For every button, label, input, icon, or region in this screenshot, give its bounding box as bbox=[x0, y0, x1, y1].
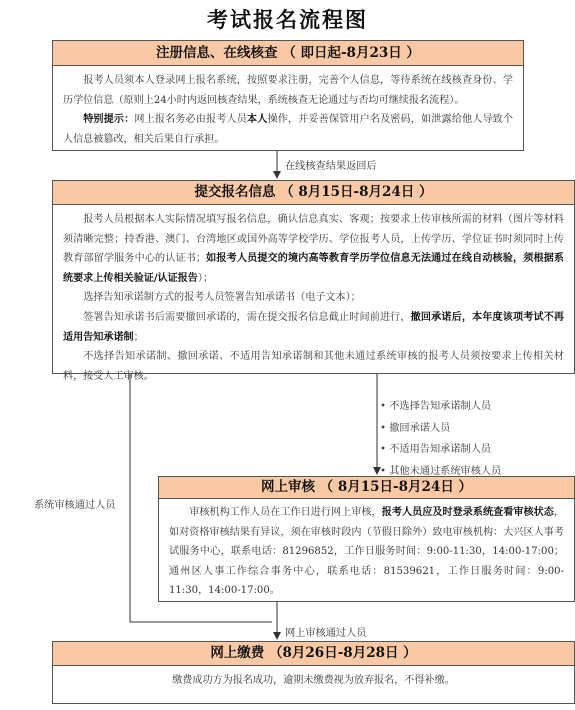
manual-review-group: • 其他未通过系统审核人员 bbox=[380, 461, 501, 483]
step-review-header: 网上审核 （ 8月15日-8月24日 ） bbox=[159, 477, 574, 499]
step-payment bbox=[52, 641, 575, 704]
step-register bbox=[52, 40, 524, 151]
step-submit-withdraw: 签署告知承诺书后需要撤回承诺的，需在提交报名信息截止时间前进行，撤回承诺后，本年度该项考试不再适用告知承诺制； bbox=[63, 311, 565, 343]
manual-review-group: • 不适用告知承诺制人员 bbox=[380, 439, 501, 461]
step-payment-header: 网上缴费 （8月26日-8月28日 ） bbox=[53, 642, 574, 666]
connector-label-system-passed: 系统审核通过人员 bbox=[34, 500, 116, 511]
manual-review-group: • 撤回承诺人员 bbox=[380, 418, 501, 440]
manual-review-group: • 不选择告知承诺制人员 bbox=[380, 396, 501, 418]
step-register-notice: 特别提示：网上报名务必由报考人员本人操作，并妥善保管用户名及密码，如泄露给他人导致个人信息被篡改，相关后果自行承担。 bbox=[63, 114, 514, 145]
step-submit-manual: 不选择告知承诺制、撤回承诺、不适用告知承诺制和其他未通过系统审核的报考人员须按要求上传相关材料，接受人工审核。 bbox=[63, 351, 564, 382]
step-submit-text: 报考人员根据本人实际情况填写报名信息，确认信息真实、客观；按要求上传审核所需的材料（图片等材料须清晰完整；持香港、澳门、台湾地区或国外高等学校学历、学位报考人员，上传学历、学位证书时须同时上传教育部留学服务中心的认证书；如报考人员提交的境内高等教育学历学位信息无法通过在线自动核验，须根据系统要求上传相关验证/认证报告）； bbox=[63, 214, 564, 284]
step-review-text: 审核机构工作人员在工作日进行网上审核，报考人员应及时登录系统查看审核状态，如对资格审核结果有异议，须在审核时段内（节假日除外）致电审核机构：大兴区人事考试服务中心，联系电话：81296852，工作日服务时间：9:00-11:30，14:00-17:00；通州区人事工作综合事务中心，联系电话：81539621，工作日服务时间：9:00-11:30，14:00-17:00。 bbox=[169, 507, 565, 596]
step-submit-header: 提交报名信息 （ 8月15日-8月24日 ） bbox=[53, 181, 574, 205]
connector-label-review-passed: 网上审核通过人员 bbox=[285, 628, 367, 639]
step-submit bbox=[52, 180, 575, 382]
step-review bbox=[158, 476, 575, 602]
step-register-header: 注册信息、在线核查 （ 即日起-8月23日 ） bbox=[53, 41, 523, 66]
step-submit-sign: 选择告知承诺制方式的报考人员签署告知承诺书（电子文本）； bbox=[83, 292, 361, 304]
manual-review-groups bbox=[380, 396, 501, 482]
step-payment-text: 缴费成功方为报名成功，逾期未缴费视为放弃报名，不得补缴。 bbox=[172, 675, 455, 686]
page-title: 考试报名流程图 bbox=[207, 7, 368, 32]
step-register-text: 报考人员须本人登录网上报名系统，按照要求注册，完善个人信息，等待系统在线核查身份、学历学位信息（原则上24小时内返回核查结果，系统核查无论通过与否均可继续报名流程）。 bbox=[63, 75, 513, 106]
connector-label-check-returned: 在线核查结果返回后 bbox=[285, 161, 377, 172]
